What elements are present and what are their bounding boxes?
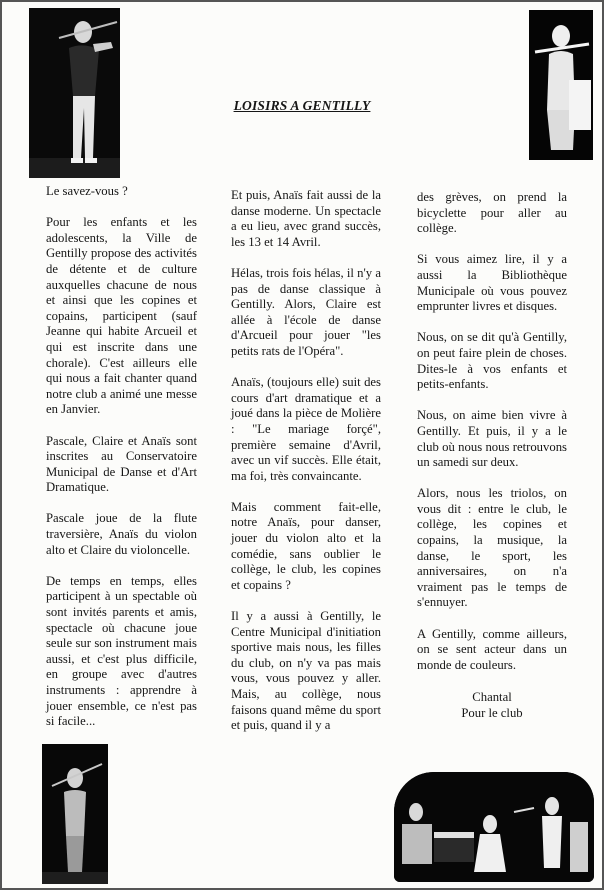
ensemble-photo-bottom-right (394, 772, 594, 882)
paragraph: Nous, on se dit qu'à Gentilly, on peut faire plein de choses. Dites-le à vos enfants et petits-enfants. (417, 330, 567, 392)
paragraph: Et puis, Anaïs fait aussi de la danse moderne. Un spectacle a eu lieu, avec grand succès, les 13 et 14 Avril. (231, 188, 381, 249)
violinist-photo-bottom-left (42, 744, 108, 884)
paragraph: Pascale joue de la flute traversière, Anaïs du violon alto et Claire du violoncelle. (46, 511, 197, 557)
paragraph: Mais comment fait-elle, notre Anaïs, pour danser, jouer du violon alto et la comédie, sans oublier le collège, le club, les copines et copains ? (231, 499, 381, 592)
text-column-2 (231, 188, 381, 749)
paragraph: Anaïs, (toujours elle) suit des cours d'art dramatique et a joué dans la pièce de Molière : "Le mariage forçé", première semaine d'Avril, avec un vif succès. Elle était, ma foi, très convaincante. (231, 375, 381, 483)
paragraph: Si vous aimez lire, il y a aussi la Bibliothèque Municipale où vous pouvez emprunter livres et disques. (417, 252, 567, 314)
signature-name: Chantal (472, 690, 512, 704)
violinist-photo-top-left (29, 8, 120, 178)
paragraph: Nous, on aime bien vivre à Gentilly. Et puis, il y a le club où nous nous retrouvons un samedi sur deux. (417, 408, 567, 470)
paragraph: De temps en temps, elles participent à un spectable où sont invités parents et amis, spectacle où chacune joue seule sur son instrument mais aussi, et c'est plus difficile, en groupe avec d'autres instruments : apprendre à jouer ensemble, ce n'est pas si facile... (46, 573, 197, 729)
signature (417, 689, 567, 721)
paragraph: Pascale, Claire et Anaïs sont inscrites au Conservatoire Municipal de Danse et d'Art Dramatique. (46, 433, 197, 495)
text-column-1 (46, 184, 197, 745)
paragraph: Hélas, trois fois hélas, il n'y a pas de danse classique à Gentilly. Alors, Claire est allée à l'école de danse d'Arcueil pour jouer "les petits rats de l'Opéra". (231, 265, 381, 358)
paragraph: Le savez-vous ? (46, 184, 128, 198)
paragraph: Alors, nous les triolos, on vous dit : entre le club, le collège, les copines et copains, la musique, la danse, le sport, les anniversaires, on n'a vraiment pas le temps de s'ennuyer. (417, 486, 567, 610)
paragraph: A Gentilly, comme ailleurs, on se sent acteur dans un monde de couleurs. (417, 626, 567, 672)
flutist-photo-top-right (529, 10, 593, 160)
paragraph: des grèves, on prend la bicyclette pour aller au collège. (417, 190, 567, 236)
page-title: LOISIRS A GENTILLY (233, 98, 371, 113)
paragraph: Pour les enfants et les adolescents, la Ville de Gentilly propose des activités de détente et de culture auxquelles chacune de nous et ainsi que les copines et copains, participent (sauf Jeanne qui habite Arcueil et qui est inscrite dans une chorale). C'est ailleurs elle qui nous a fait chanter quand notre club a animé une messe en Janvier. (46, 215, 197, 417)
text-column-3 (417, 190, 567, 721)
signature-line: Pour le club (461, 706, 523, 720)
paragraph: Il y a aussi à Gentilly, le Centre Municipal d'initiation sportive mais nous, les filles du club, on n'y va pas mais vous, vous pouvez y aller. Mais, au collège, nous faisons quand même du sport et puis, quand il y a (231, 609, 381, 733)
